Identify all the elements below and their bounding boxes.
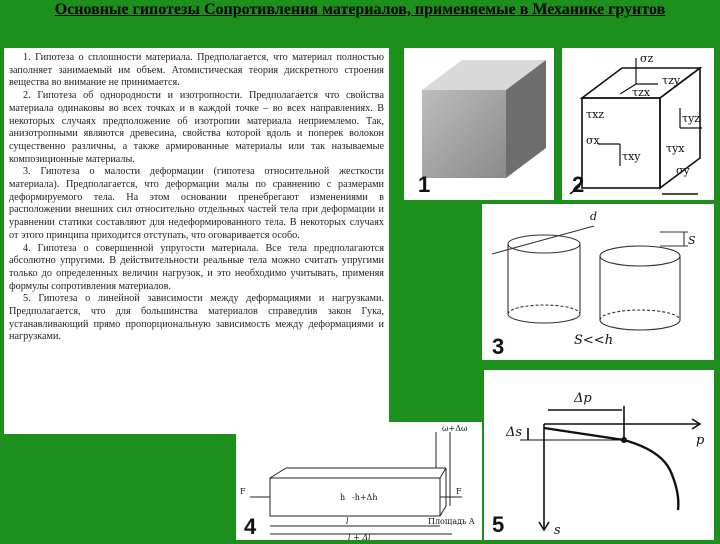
label-sigma-y: σy xyxy=(676,164,690,177)
label-area: Площадь A xyxy=(428,517,475,526)
label-s: s xyxy=(554,523,561,538)
figure-2-number: 2 xyxy=(572,172,585,197)
label-delta-p: Δp xyxy=(574,391,592,406)
label-force-right: F xyxy=(456,487,462,496)
figure-5-load-deformation xyxy=(484,370,714,540)
label-h: h xyxy=(340,493,346,502)
label-force-left: F xyxy=(240,487,246,496)
label-delta-s: Δs xyxy=(506,425,523,440)
cylinders-diagram xyxy=(482,204,714,360)
label-tau-xz: τxz xyxy=(586,108,605,121)
label-p: p xyxy=(696,433,705,448)
label-tau-yx: τyx xyxy=(666,142,685,155)
label-l-delta: l + Δl xyxy=(348,533,371,540)
figure-4-number: 4 xyxy=(244,514,257,539)
paragraph-4: 4. Гипотеза о совершенной упругости материала. Все тела предполагаются абсолютно упругими. В действительности реальные тела можно считать упругими только до определенных величин нагрузок, и это необходимо учитывать, применяя формулы сопротивления материалов. xyxy=(9,242,384,292)
paragraph-3: 3. Гипотеза о малости деформации (гипотеза относительной жесткости материала). Предполагается, что деформации малы по сравнению с размерами деформируемого тела. На этом основании пренебрегают изменениями в расположении внешних сил относительно отдельных частей тела при деформации и уравнении статики составляют для недеформированного тела. В некоторых случаях от этого принципа приходится отступать, что оговаривается особо. xyxy=(9,166,384,241)
label-tau-zx: τzx xyxy=(632,86,651,99)
figure-1-continuous-solid xyxy=(404,48,554,200)
paragraph-1: 1. Гипотеза о сплошности материала. Предполагается, что материал полностью заполняет занимаемый им объем. Атомистическая теория дискретного строения вещества во внимание не принимается. xyxy=(9,52,384,89)
hooke-curve-diagram xyxy=(484,370,714,540)
stress-cube-diagram xyxy=(562,48,714,200)
label-s-much-less-h: S<<h xyxy=(574,333,614,348)
cube-front-face xyxy=(422,90,506,178)
label-tau-yz: τyz xyxy=(682,112,701,125)
label-sigma-x: σx xyxy=(586,134,600,147)
label-l: l xyxy=(346,517,349,526)
paragraph-2: 2. Гипотеза об однородности и изотропности. Предполагается что свойства материала одинаковы во всех точках и в каждой точке – во всех направлениях. В некоторых случаях предположение об изотропии материала неприемлемо. Так, анизотропными являются древесина, свойства которой вдоль и поперек волокон существенно различны, а также армированные материалы или так называемые композиционные материалы. xyxy=(9,90,384,165)
figure-3-number: 3 xyxy=(492,334,505,359)
label-s: S xyxy=(688,234,696,247)
label-sigma-z: σz xyxy=(640,52,654,65)
curve-point xyxy=(621,437,627,443)
paragraph-5: 5. Гипотеза о линейной зависимости между деформациями и нагрузками. Предполагается, что для большинства материалов справедлив закон Гука, устанавливающий прямо пропорциональную зависимость между деформациями и нагрузками. xyxy=(9,293,384,343)
figure-2-stress-element xyxy=(562,48,714,200)
figure-1-number: 1 xyxy=(418,172,431,197)
label-tau-zy: τzy xyxy=(662,74,681,87)
figure-3-small-deformation xyxy=(482,204,714,360)
label-tau-xy: τxy xyxy=(622,150,641,163)
label-omega: ω+Δω xyxy=(442,424,468,433)
page-title: Основные гипотезы Сопротивления материалов, применяемые в Механике грунтов xyxy=(54,1,666,18)
rod-tension-diagram xyxy=(236,422,482,540)
label-h-delta: -h+Δh xyxy=(352,493,378,502)
figure-5-number: 5 xyxy=(492,512,505,537)
label-d: d xyxy=(590,210,598,223)
figure-4-elastic-rod xyxy=(236,422,482,540)
hypotheses-text xyxy=(4,48,389,434)
